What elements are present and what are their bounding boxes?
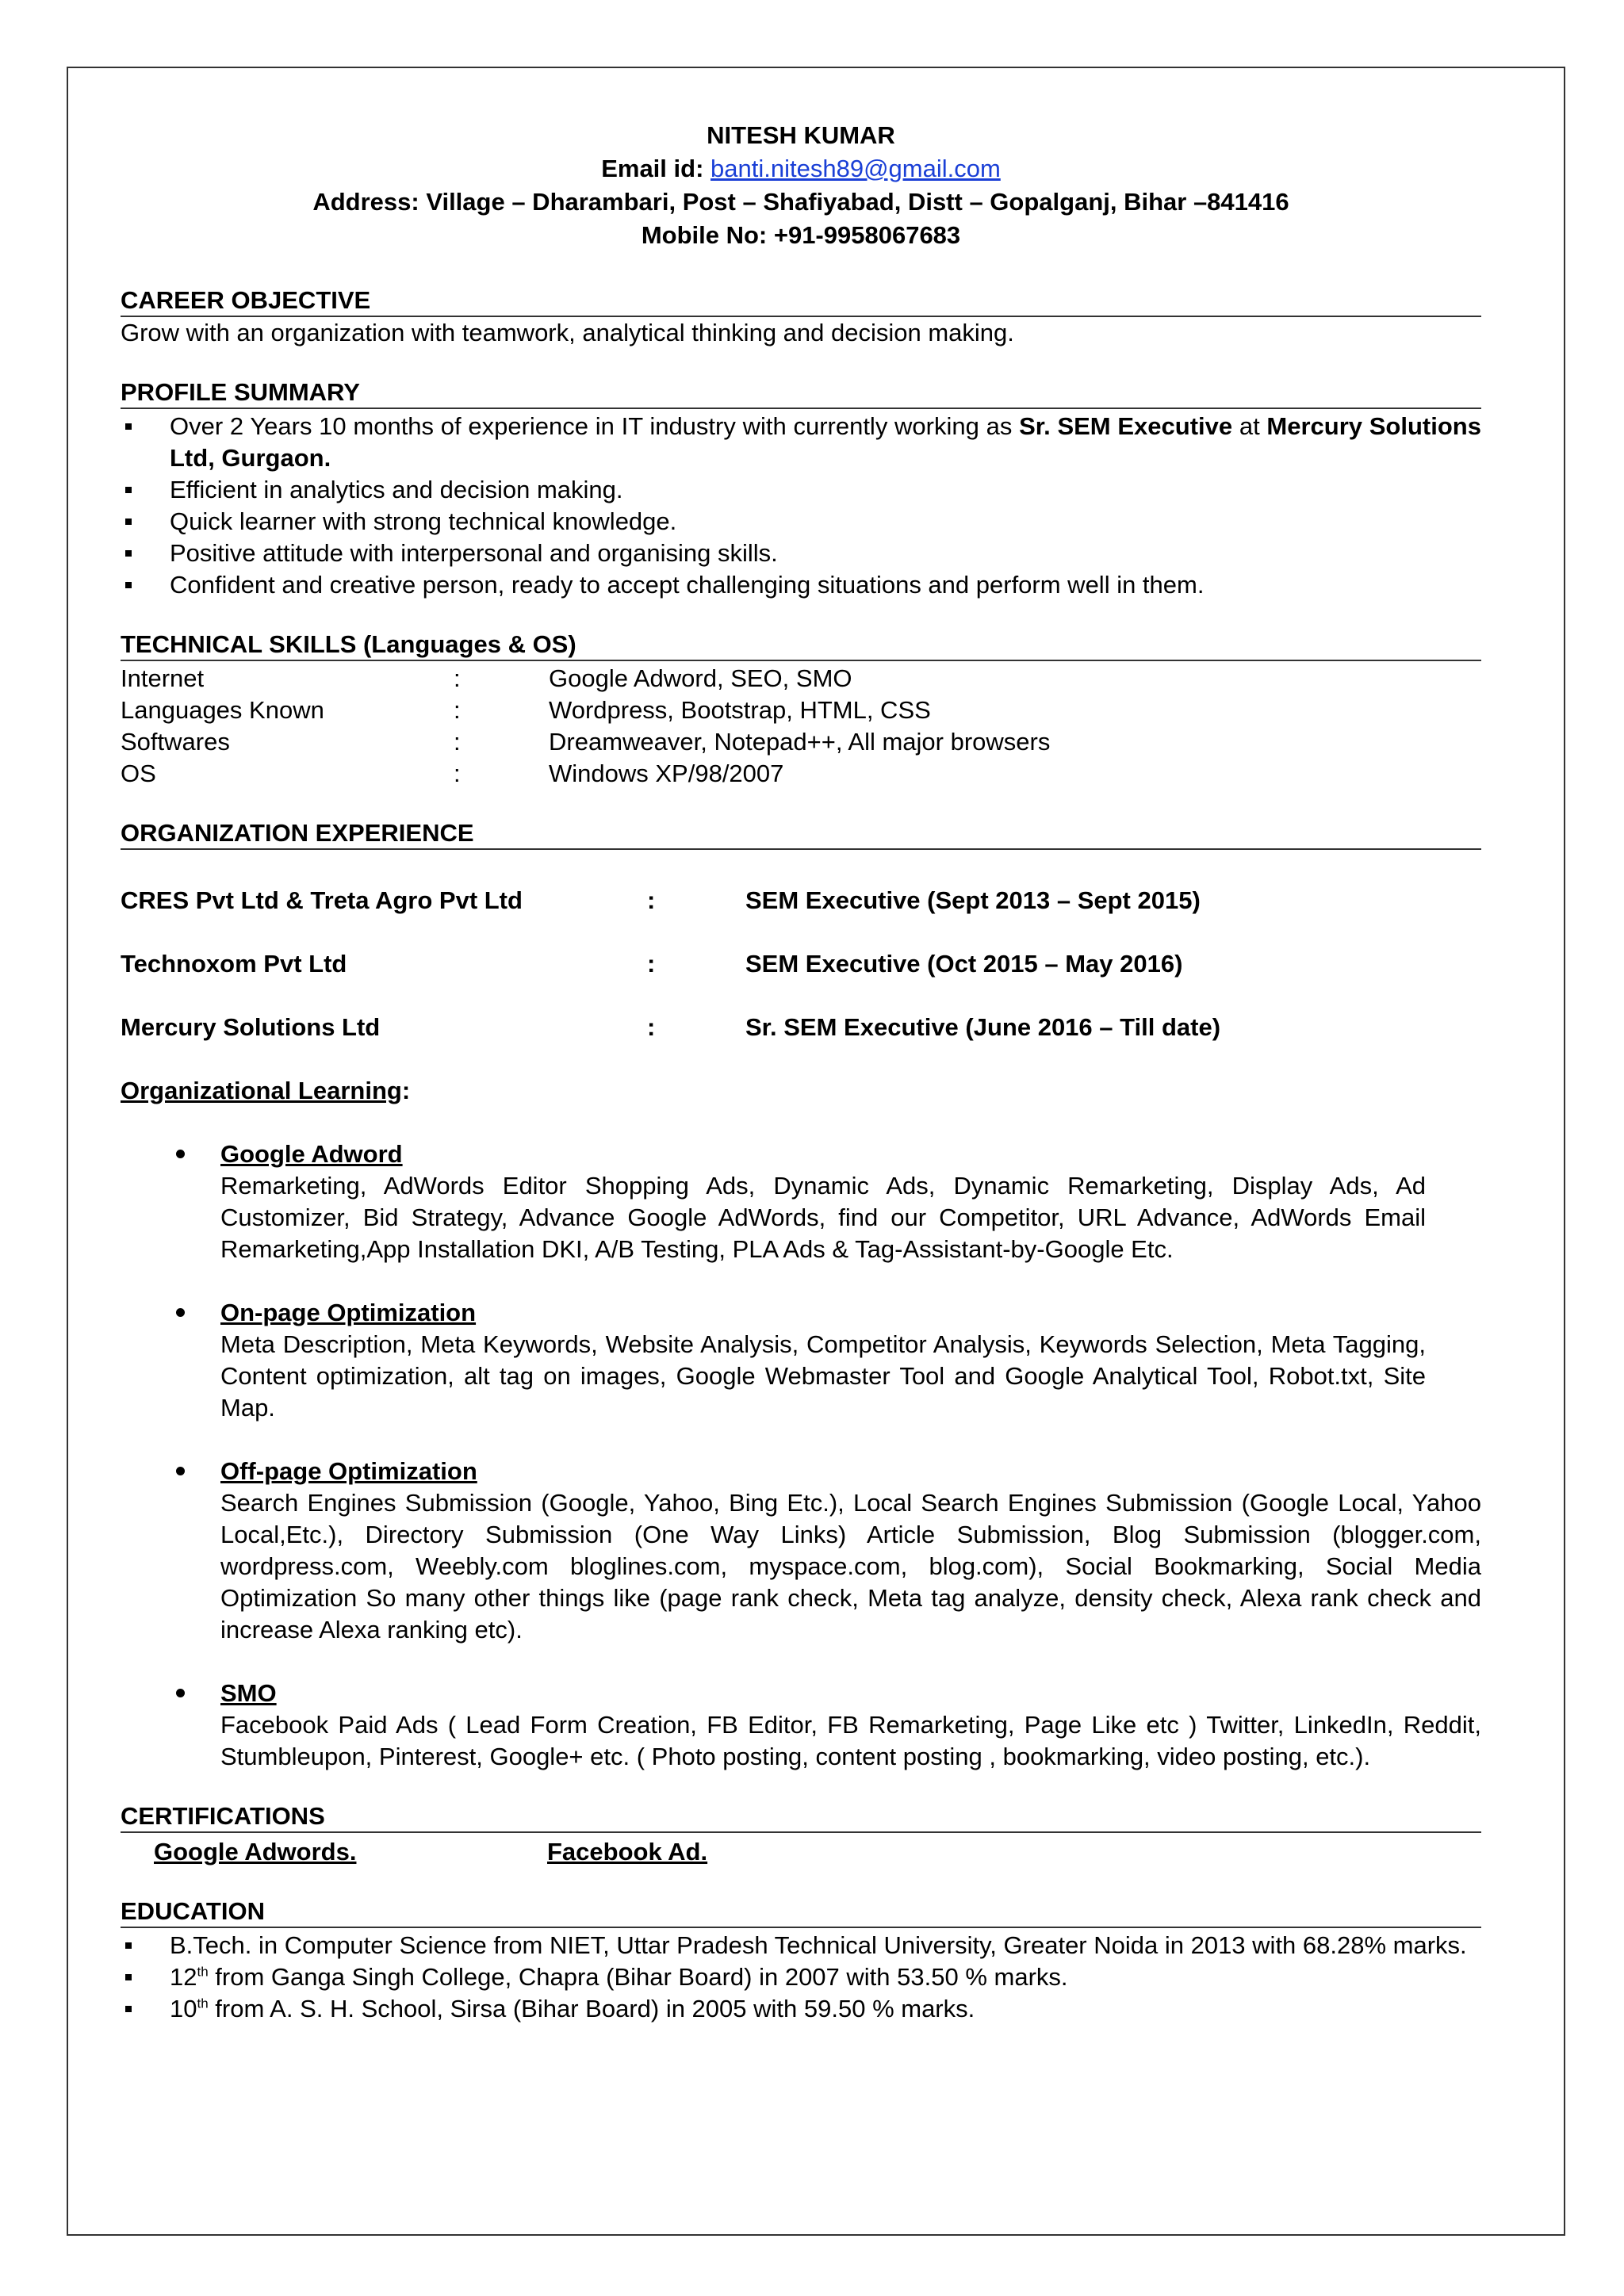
education-list [121,1930,1481,2025]
certification-item: Google Adwords. [154,1838,357,1866]
list-item: 10th from A. S. H. School, Sirsa (Bihar Board) in 2005 with 59.50 % marks. [121,1993,1481,2025]
organization-experience-heading: ORGANIZATION EXPERIENCE [121,818,1481,850]
career-objective-text: Grow with an organization with teamwork, analytical thinking and decision making. [121,319,1014,346]
list-item: Quick learner with strong technical knowledge. [121,506,1481,538]
learning-item-text: Search Engines Submission (Google, Yahoo, Bing Etc.), Local Search Engines Submission (Google Local, Yahoo Local,Etc.), Directory Submission (One Way Links) Article Submission, Blog Submission (blogger.com, wordpress.com, Weebly.com bloglines.com, myspace.com, blog.com), Social Bookmarking, Social Media Optimization So many other things like (page rank check, Meta tag analyze, density check, Alexa rank check and increase Alexa ranking etc). [220,1489,1481,1644]
organizational-learning-heading: Organizational Learning: [121,1077,411,1104]
table-row: Languages Known : Wordpress, Bootstrap, HTML, CSS [121,696,931,724]
learning-item-text: Facebook Paid Ads ( Lead Form Creation, FB Editor, FB Remarketing, Page Like etc ) Twitter, LinkedIn, Reddit, Stumbleupon, Pinterest, Google+ etc. ( Photo posting, content posting , bookmarking, video posting, etc.). [220,1711,1481,1770]
email-label: Email id: [601,155,704,182]
list-item [121,1297,1481,1424]
table-row: Softwares : Dreamweaver, Notepad++, All major browsers [121,728,1051,756]
list-item: Positive attitude with interpersonal and organising skills. [121,538,1481,569]
list-item: Efficient in analytics and decision making. [121,474,1481,506]
list-item: Over 2 Years 10 months of experience in IT industry with currently working as Sr. SEM Executive at Mercury Solutions Ltd, Gurgaon. [121,411,1481,474]
learning-item-text: Remarketing, AdWords Editor Shopping Ads, Dynamic Ads, Dynamic Remarketing, Display Ads, Ad Customizer, Bid Strategy, Advance Google AdWords, find our Competitor, URL Advance, AdWords Email Remarketing,App Installation DKI, A/B Testing, PLA Ads & Tag-Assistant-by-Google Etc. [220,1172,1426,1263]
table-row: Internet : Google Adword, SEO, SMO [121,664,852,692]
certifications-list [121,1836,1481,1868]
table-row: OS : Windows XP/98/2007 [121,760,784,787]
list-item [121,1138,1481,1265]
resume-document [121,119,1481,2025]
list-item: Confident and creative person, ready to accept challenging situations and perform well in them. [121,569,1481,601]
technical-skills-table [121,663,1050,790]
certifications-heading: CERTIFICATIONS [121,1801,1481,1833]
current-role: Sr. SEM Executive [1019,412,1233,440]
resume-header [121,119,1481,252]
learning-item-text: Meta Description, Meta Keywords, Website Analysis, Competitor Analysis, Keywords Selection, Meta Tagging, Content optimization, alt tag on images, Google Webmaster Tool and Google Analytical Tool, Robot.txt, Site Map. [220,1330,1426,1422]
current-company: Mercury Solutions Ltd, Gurgaon. [170,412,1481,472]
learning-item-title: On-page Optimization [220,1299,477,1326]
learning-item-title: SMO [220,1679,277,1707]
email-line [121,152,1481,186]
experience-row: Mercury Solutions Ltd : Sr. SEM Executive (June 2016 – Till date) [121,1013,1221,1041]
profile-summary-heading: PROFILE SUMMARY [121,377,1481,409]
learning-list [121,1138,1481,1773]
learning-item-title: Google Adword [220,1140,403,1168]
certification-item: Facebook Ad. [547,1838,708,1866]
career-objective-heading: CAREER OBJECTIVE [121,285,1481,317]
list-item: B.Tech. in Computer Science from NIET, Uttar Pradesh Technical University, Greater Noida in 2013 with 68.28% marks. [121,1930,1481,1961]
experience-row: Technoxom Pvt Ltd : SEM Executive (Oct 2015 – May 2016) [121,950,1183,978]
profile-summary-list [121,411,1481,601]
learning-item-title: Off-page Optimization [220,1457,477,1485]
mobile-line: Mobile No: +91-9958067683 [641,221,961,249]
technical-skills-heading: TECHNICAL SKILLS (Languages & OS) [121,629,1481,661]
education-heading: EDUCATION [121,1896,1481,1928]
address-line: Address: Village – Dharambari, Post – Shafiyabad, Distt – Gopalganj, Bihar –841416 [312,188,1289,216]
email-link[interactable]: banti.nitesh89@gmail.com [710,155,1001,182]
candidate-name: NITESH KUMAR [707,121,895,149]
list-item: 12th from Ganga Singh College, Chapra (Bihar Board) in 2007 with 53.50 % marks. [121,1961,1481,1993]
list-item [121,1456,1481,1646]
list-item [121,1678,1481,1773]
experience-row: CRES Pvt Ltd & Treta Agro Pvt Ltd : SEM Executive (Sept 2013 – Sept 2015) [121,886,1201,914]
